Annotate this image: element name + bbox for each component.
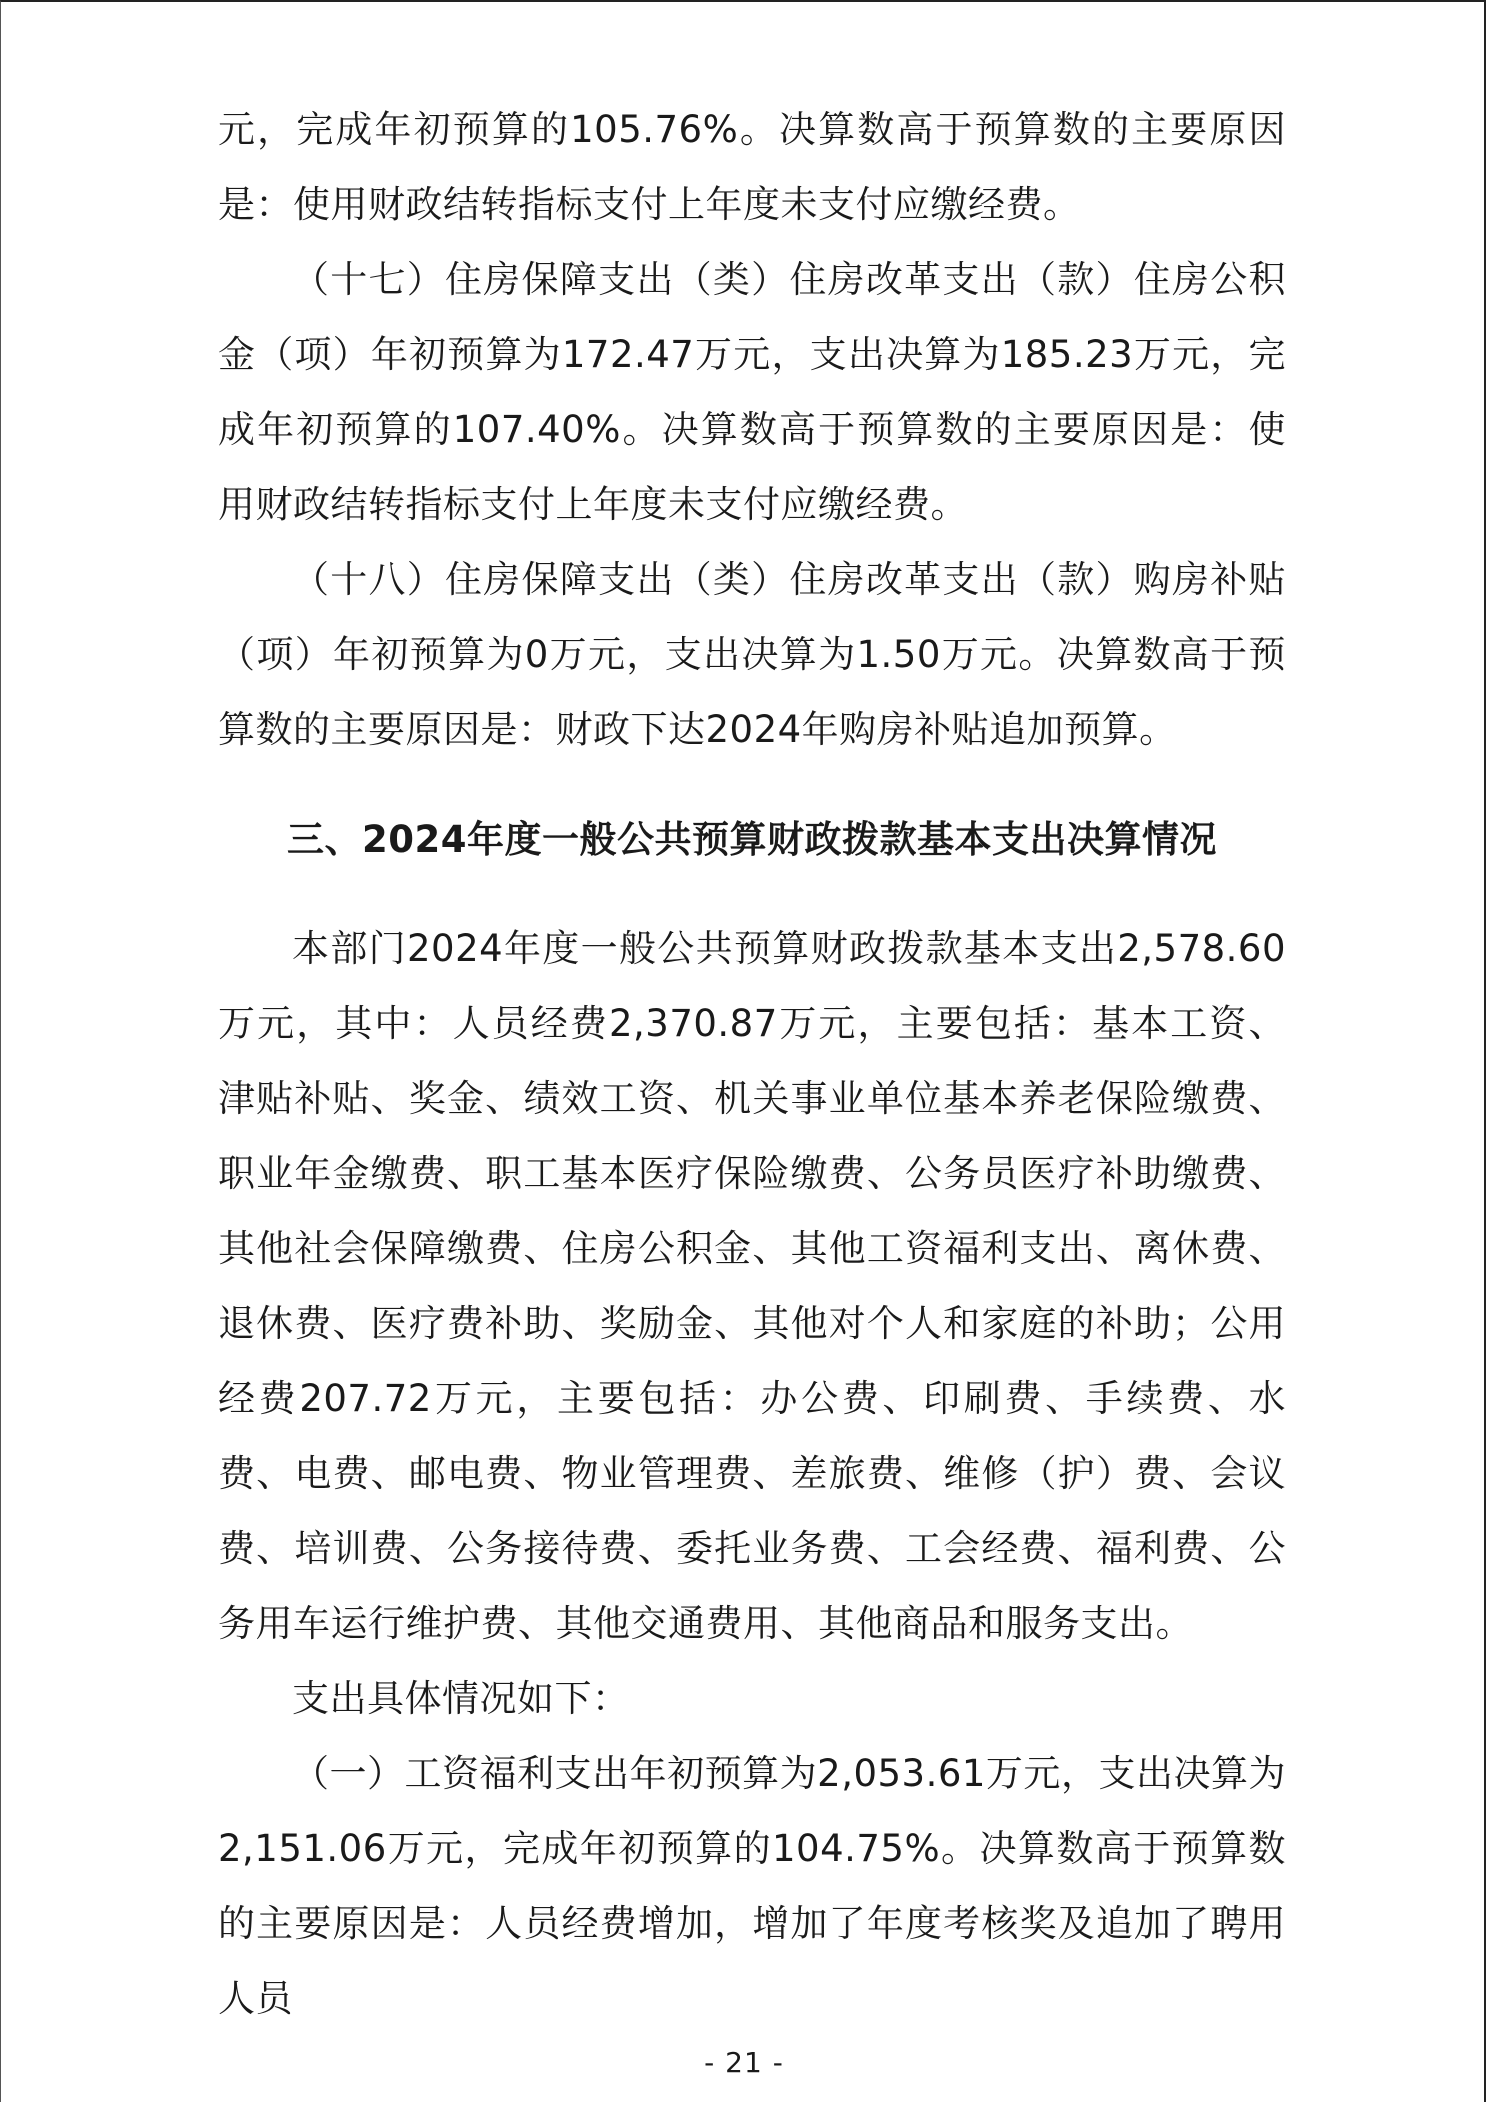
paragraph-item-18: （十八）住房保障支出（类）住房改革支出（款）购房补贴（项）年初预算为0万元，支出决算为1.50万元。决算数高于预算数的主要原因是：财政下达2024年购房补贴追加预算。 (218, 558, 1286, 751)
document-body (218, 92, 1286, 2036)
paragraph-details-intro: 支出具体情况如下： (292, 1677, 630, 1720)
paragraph-item-1: （一）工资福利支出年初预算为2,053.61万元，支出决算为2,151.06万元，完成年初预算的104.75%。决算数高于预算数的主要原因是：人员经费增加，增加了年度考核奖及追加了聘用人员 (218, 1752, 1286, 2020)
page-number: - 21 - (704, 2046, 784, 2079)
paragraph-continued: 元，完成年初预算的105.76%。决算数高于预算数的主要原因是：使用财政结转指标支付上年度未支付应缴经费。 (218, 108, 1286, 226)
paragraph-basic-expenditure-summary: 本部门2024年度一般公共预算财政拨款基本支出2,578.60万元，其中：人员经费2,370.87万元，主要包括：基本工资、津贴补贴、奖金、绩效工资、机关事业单位基本养老保险缴费、职业年金缴费、职工基本医疗保险缴费、公务员医疗补助缴费、其他社会保障缴费、住房公积金、其他工资福利支出、离休费、退休费、医疗费补助、奖励金、其他对个人和家庭的补助；公用经费207.72万元，主要包括：办公费、印刷费、手续费、水费、电费、邮电费、物业管理费、差旅费、维修（护）费、会议费、培训费、公务接待费、委托业务费、工会经费、福利费、公务用车运行维护费、其他交通费用、其他商品和服务支出。 (218, 927, 1286, 1645)
section-heading: 三、2024年度一般公共预算财政拨款基本支出决算情况 (287, 818, 1217, 861)
paragraph-item-17: （十七）住房保障支出（类）住房改革支出（款）住房公积金（项）年初预算为172.47万元，支出决算为185.23万元，完成年初预算的107.40%。决算数高于预算数的主要原因是：使用财政结转指标支付上年度未支付应缴经费。 (218, 258, 1286, 526)
